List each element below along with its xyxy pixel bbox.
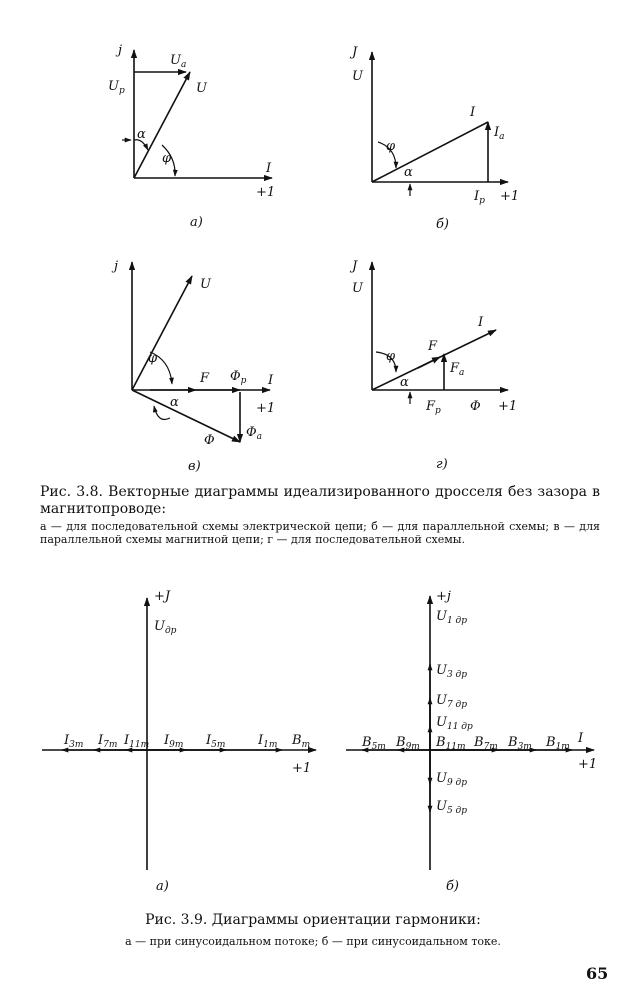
fig38-v-phia-label: $\Phi_a$: [246, 425, 263, 442]
fig39-a-plus1-label: +1: [292, 761, 312, 776]
fig38-legend: а — для последовательной схемы электрической цепи; б — для параллельной схемы; в — для параллельной схемы магнитной цепи; г — для последовательной схемы.: [40, 520, 600, 546]
fig38-v-u-label: U: [200, 277, 211, 292]
fig38-v-tag: в): [188, 459, 201, 474]
fig38-a-j-label: j: [118, 43, 123, 58]
fig39-b-u1-label: $U_{1 др}$: [436, 609, 468, 626]
fig38-g-i-label: I: [478, 315, 484, 330]
fig39-b-tag: б): [446, 879, 460, 894]
fig39-a-plusj-label: +J: [154, 589, 171, 604]
fig38-v-phi-vector: [132, 390, 240, 442]
fig39-b-diagram: [346, 596, 594, 870]
fig39-b-plusj-label: +j: [436, 589, 451, 604]
fig39-a-i11m-label: $I_{11m}$: [124, 733, 150, 750]
fig38-b-u-label: U: [352, 69, 363, 84]
fig39-b-u9-label: $U_{9 др}$: [436, 771, 468, 788]
fig38-a-plus1-label: +1: [256, 185, 276, 200]
fig38-a-u-label: U: [196, 81, 207, 96]
fig38-g-f-label: F: [428, 339, 438, 354]
fig38-v-plus1-label: +1: [256, 401, 276, 416]
fig38-g-plus1-label: +1: [498, 399, 518, 414]
fig39-b-b9m-label: $B_{9m}$: [396, 735, 420, 752]
fig38-v-phip-label: $\Phi_p$: [230, 369, 247, 386]
fig38-a-phi-label: φ: [162, 151, 172, 166]
fig38-b-diagram: [372, 52, 508, 196]
fig38-g-fp-label: $F_p$: [426, 399, 441, 416]
fig38-g-u-label: U: [352, 281, 363, 296]
fig38-v-j-label: j: [114, 259, 119, 274]
fig38-g-f-arrow: [418, 357, 440, 368]
fig39-legend: а — при синусоидальном потоке; б — при синусоидальном токе.: [125, 935, 501, 948]
fig38-caption: Рис. 3.8. Векторные диаграммы идеализированного дросселя без зазора в магнитопроводе:: [40, 484, 600, 517]
fig38-g-j-label: J: [352, 259, 358, 274]
fig39-b-b5m-label: $B_{5m}$: [362, 735, 386, 752]
fig38-g-tag: г): [436, 457, 448, 472]
fig38-b-phi-label: φ: [386, 139, 396, 154]
fig39-a-bm-label: $B_m$: [292, 733, 311, 750]
fig38-b-alpha-label: α: [404, 165, 413, 180]
fig39-a-u-label: $U_{др}$: [154, 619, 177, 636]
fig39-b-u11-label: $U_{11 др}$: [436, 715, 473, 732]
fig38-a-tag: а): [190, 215, 203, 230]
fig39-a-i5m-label: $I_{5m}$: [206, 733, 226, 750]
fig39-a-tag: а): [156, 879, 169, 894]
fig38-g-phi-flux-label: Φ: [470, 399, 481, 414]
fig38-b-plus1-label: +1: [500, 189, 520, 204]
fig39-b-u3-label: $U_{3 др}$: [436, 663, 468, 680]
fig39-b-u5-label: $U_{5 др}$: [436, 799, 468, 816]
fig39-a-i1m-label: $I_{1m}$: [258, 733, 278, 750]
fig38-v-f-label: F: [200, 371, 210, 386]
fig38-b-ip-label: $I_p$: [474, 189, 485, 206]
fig38-a-alpha-label: α: [137, 127, 146, 142]
fig39-b-b11m-label: $B_{11m}$: [436, 735, 466, 752]
fig38-g-fa-label: $F_a$: [450, 361, 465, 378]
fig39-b-i-label: I: [578, 731, 584, 746]
fig39-b-b3m-label: $B_{3m}$: [508, 735, 532, 752]
page-number: 65: [586, 964, 609, 983]
fig38-v-alpha-label: α: [170, 395, 179, 410]
fig39-b-b1m-label: $B_{1m}$: [546, 735, 570, 752]
fig38-a-diagram: [122, 50, 272, 178]
fig38-b-ia-label: $I_a$: [494, 125, 505, 142]
fig38-v-phi-flux-label: Φ: [204, 433, 215, 448]
fig39-b-plus1-label: +1: [578, 757, 598, 772]
fig39-b-u7-label: $U_{7 др}$: [436, 693, 468, 710]
fig39-a-i3m-label: $I_{3m}$: [64, 733, 84, 750]
fig38-g-phi-label: φ: [386, 349, 396, 364]
fig38-b-i-label: I: [470, 105, 476, 120]
fig38-b-j-label: J: [352, 45, 358, 60]
fig39-caption: Рис. 3.9. Диаграммы ориентации гармоники:: [145, 912, 481, 928]
fig38-b-tag: б): [436, 217, 450, 232]
fig38-v-u-vector: [132, 276, 192, 390]
fig39-a-i7m-label: $I_{7m}$: [98, 733, 118, 750]
fig39-b-b7m-label: $B_{7m}$: [474, 735, 498, 752]
fig38-v-phi-label: φ: [148, 351, 158, 366]
fig39-a-i9m-label: $I_{9m}$: [164, 733, 184, 750]
fig38-a-up-label: $U_p$: [108, 79, 125, 96]
fig38-a-ua-label: $U_a$: [170, 53, 187, 70]
fig38-a-i-label: I: [266, 161, 272, 176]
fig38-g-diagram: [372, 262, 508, 404]
fig38-g-alpha-label: α: [400, 375, 409, 390]
fig38-v-i-label: I: [268, 373, 274, 388]
fig39-a-diagram: [42, 598, 316, 870]
